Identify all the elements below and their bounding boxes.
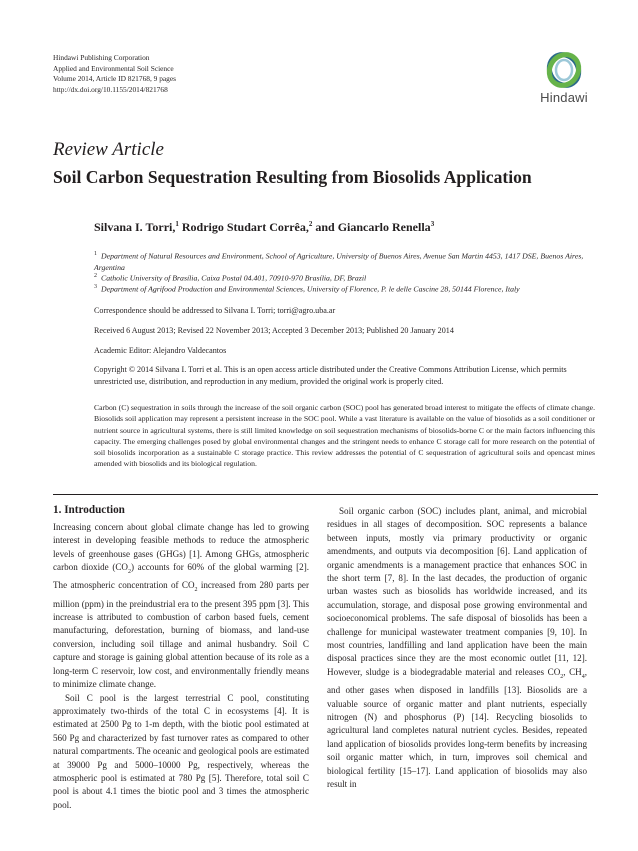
affiliation-number: 2 [94, 273, 97, 279]
hindawi-logo-icon [528, 50, 600, 94]
author-name[interactable]: and Giancarlo Renella [312, 220, 431, 234]
hindawi-logo[interactable] [528, 50, 600, 110]
right-column [327, 505, 587, 791]
affiliation-number: 3 [94, 284, 97, 290]
affiliation [94, 249, 594, 273]
academic-editor: Academic Editor: Alejandro Valdecantos [94, 346, 227, 355]
author-list [94, 220, 434, 235]
publication-dates: Received 6 August 2013; Revised 22 November 2013; Accepted 3 December 2013; Published 20 January 2014 [94, 326, 454, 335]
copyright-notice: Copyright © 2014 Silvana I. Torri et al. This is an open access article distributed under the Creative Commons Attribution License, which permits unrestricted use, distribution, and reproduction in any medium, provided the original work is properly cited. [94, 365, 567, 386]
paragraph: Increasing concern about global climate change has led to growing interest in developing feasible methods to reduce the atmospheric levels of greenhouse gases (GHGs) [1]. Among GHGs, atmospheric carbon dioxide $(CO_2)$ accounts for 60% of the global warming [2]. The atmospheric concentration of $CO_2$ increased from 280 parts per million (ppm) in the preindustrial era to the present 395 ppm [3]. This increase is attributed to combustion of carbon based fuels, cement manufacturing, deforestation, burning of biomass, and land-use conversion, including soil tillage and animal husbandry. Soil C capture and storage is gaining global attention because of its role as a long-term C reservoir, low cost, and environmentally friendly means to minimize climate change. [53, 522, 309, 690]
affiliation [94, 282, 594, 295]
correspondence: Correspondence should be addressed to Silvana I. Torri; torri@agro.uba.ar [94, 306, 336, 315]
author-affiliation-mark: 3 [430, 220, 435, 228]
article-title: Soil Carbon Sequestration Resulting from Biosolids Application [53, 167, 532, 187]
abstract: Carbon (C) sequestration in soils through the increase of the soil organic carbon (SOC) pool has generated broad interest to mitigate the effects of climate change. Biosolids soil application may represent a persistent increase in the SOC pool. While a vast literature is available on the value of biosolids as a soil conditioner or nutrient source in agricultural systems, there is still limited knowledge on soil sequestration mechanisms of biosolids-borne C or the main factors influencing this capacity. The emerging challenges posed by global environmental changes and the stringent needs to enhance C storage call for more research on the potential of soil biosolids incorporation as a sustainable C storage practice. This review addresses the potential of C sequestration of agricultural soils and opencast mines amended with biosolids and its biological regulation. [94, 403, 595, 469]
divider [53, 494, 598, 495]
publisher-name: Hindawi Publishing Corporation [53, 53, 150, 62]
left-column [53, 521, 309, 812]
volume-info: Volume 2014, Article ID 821768, 9 pages [53, 74, 177, 84]
author-affiliation-mark: 2 [308, 220, 313, 228]
author-name[interactable]: Rodrigo Studart Corrêa, [178, 220, 309, 234]
section-heading: 1. Introduction [53, 504, 125, 516]
affiliation-text: Department of Agrifood Production and Environmental Sciences, University of Florence, P. le delle Cascine 28, 50144 Florence, Italy [101, 284, 520, 294]
affiliation-number: 1 [94, 251, 97, 257]
logo-wordmark: Hindawi [540, 90, 588, 105]
affiliation-text: Department of Natural Resources and Environment, School of Agriculture, University of Buenos Aires, Avenue San Martin 4453, 1417 DSE, Buenos Aires, Argentina [94, 251, 584, 272]
journal-name: Applied and Environmental Soil Science [53, 63, 174, 73]
author-name[interactable]: Silvana I. Torri, [94, 220, 176, 234]
doi-link[interactable]: http://dx.doi.org/10.1155/2014/821768 [53, 84, 168, 94]
paragraph: Soil C pool is the largest terrestrial C pool, constituting approximately two-thirds of the total C in ecosystems [4]. It is estimated at 2500 Pg to 1-m depth, with the biotic pool estimated at 560 Pg and characterized by fast turnover rates as compared to other natural compartments. The oceanic and geological pools are estimated at 39000 Pg and 5000–10000 Pg, respectively, whereas the atmospheric pool is estimated at 780 Pg [5]. Therefore, total soil C pool is about 4.1 times the biotic pool and 3 times the atmospheric pool. [53, 692, 309, 810]
publication-info [53, 53, 176, 95]
author-affiliation-mark: 1 [175, 220, 179, 228]
article-type: Review Article [53, 139, 164, 160]
paragraph: Soil organic carbon (SOC) includes plant, animal, and microbial residues in all stages of decomposition. SOC represents a balance between inputs, mostly via primary productivity or organic amendments, and outputs via decomposition [6]. Land application of organic amendments is a management practice that enhances SOC in the short term [7, 8]. In the last decades, the production of organic urban wastes such as biosolids has worldwide increased, and its accumulation, storage, and disposal pose growing environmental and socioeconomical problems. The safe disposal of biosolids has been a challenge for municipal wastewater treatment companies [9, 10]. In most countries, landfilling and land application have been the main disposal practices since they are the most economic outlet [11, 12]. However, sludge is a biodegradable material and releases $CO_2$, $CH_4$, and other gases when disposed in landfills [13]. Biosolids are a valuable source of organic matter and plant nutrients, especially nitrogen (N) and phosphorus (P) [14]. Recycling biosolids to agricultural land completes natural nutrient cycles. Besides, repeated land application of biosolids provides long-term benefits by increasing soil organic matter which, in turn, improves soil chemical and biological fertility [15–17]. Land application of biosolids may also result in [327, 506, 587, 789]
affiliation-text: Catholic University of Brasília, Caixa Postal 04.401, 70910-970 Brasília, DF, Brazil [101, 273, 367, 283]
